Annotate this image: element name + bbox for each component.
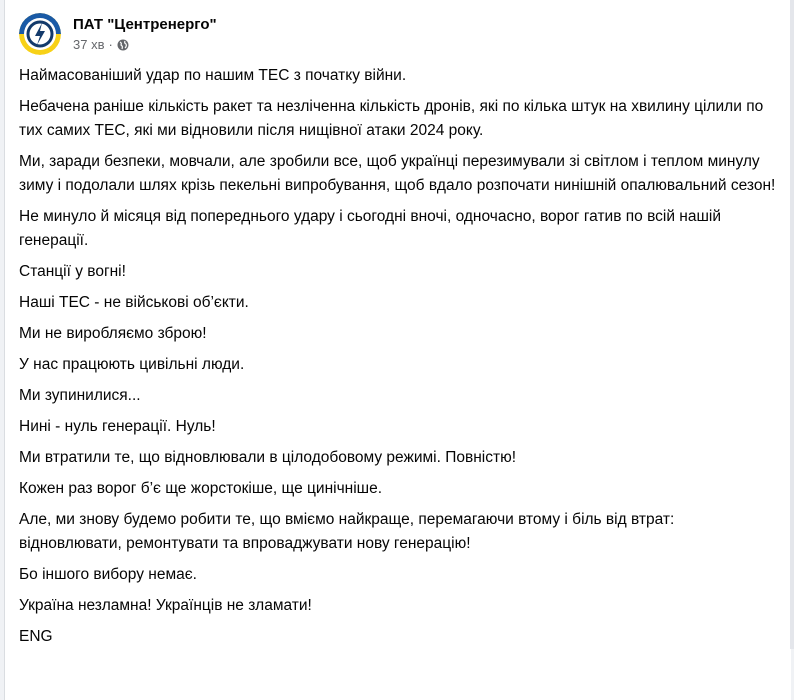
post-paragraph: Ми зупинилися... bbox=[19, 387, 141, 404]
post-paragraph: ENG bbox=[19, 628, 53, 645]
post-paragraph: Але, ми знову будемо робити те, що вміємо найкраще, перемагаючи втому і біль від втрат: відновлювати, ремонтувати та впроваджувати нову генерацію! bbox=[19, 511, 675, 552]
avatar[interactable] bbox=[19, 13, 61, 55]
globe-icon bbox=[117, 39, 129, 51]
centrenergo-logo-icon bbox=[19, 13, 61, 55]
post-paragraph: У нас працюють цивільні люди. bbox=[19, 356, 245, 373]
scrollbar[interactable] bbox=[790, 0, 794, 649]
post-paragraph: Небачена раніше кількість ракет та незліченна кількість дронів, які по кілька штук на хвилину цілили по тих самих ТЕС, які ми відновили після нищівної атаки 2024 року. bbox=[19, 98, 764, 139]
separator: · bbox=[108, 36, 113, 52]
post-paragraph: Ми втратили те, що відновлювали в цілодобовому режимі. Повністю! bbox=[19, 449, 517, 466]
post-paragraph: Кожен раз ворог б’є ще жорстокіше, ще цинічніше. bbox=[19, 480, 383, 497]
post-paragraph: Ми, заради безпеки, мовчали, але зробили все, щоб українці перезимували зі світлом і теплом минулу зиму і подолали шлях крізь пекельні випробування, щоб вдало розпочати нинішній опалювальний сезон! bbox=[19, 153, 776, 194]
post-card bbox=[4, 0, 791, 700]
post-paragraph: Наші ТЕС - не військові об’єкти. bbox=[19, 294, 249, 311]
post-paragraph: Україна незламна! Українців не зламати! bbox=[19, 597, 312, 614]
post-paragraph: Станції у вогні! bbox=[19, 263, 126, 280]
post-header bbox=[19, 13, 217, 55]
post-text bbox=[19, 64, 779, 656]
post-paragraph: Ми не виробляємо зброю! bbox=[19, 325, 207, 342]
post-paragraph: Наймасованіший удар по нашим ТЕС з початку війни. bbox=[19, 67, 407, 84]
post-time[interactable]: 37 хв bbox=[73, 36, 105, 52]
author-name[interactable]: ПАТ "Центренерго" bbox=[73, 15, 217, 33]
post-paragraph: Бо іншого вибору немає. bbox=[19, 566, 197, 583]
post-paragraph: Нині - нуль генерації. Нуль! bbox=[19, 418, 216, 435]
post-paragraph: Не минуло й місяця від попереднього удару і сьогодні вночі, одночасно, ворог гатив по всій нашій генерації. bbox=[19, 208, 722, 249]
